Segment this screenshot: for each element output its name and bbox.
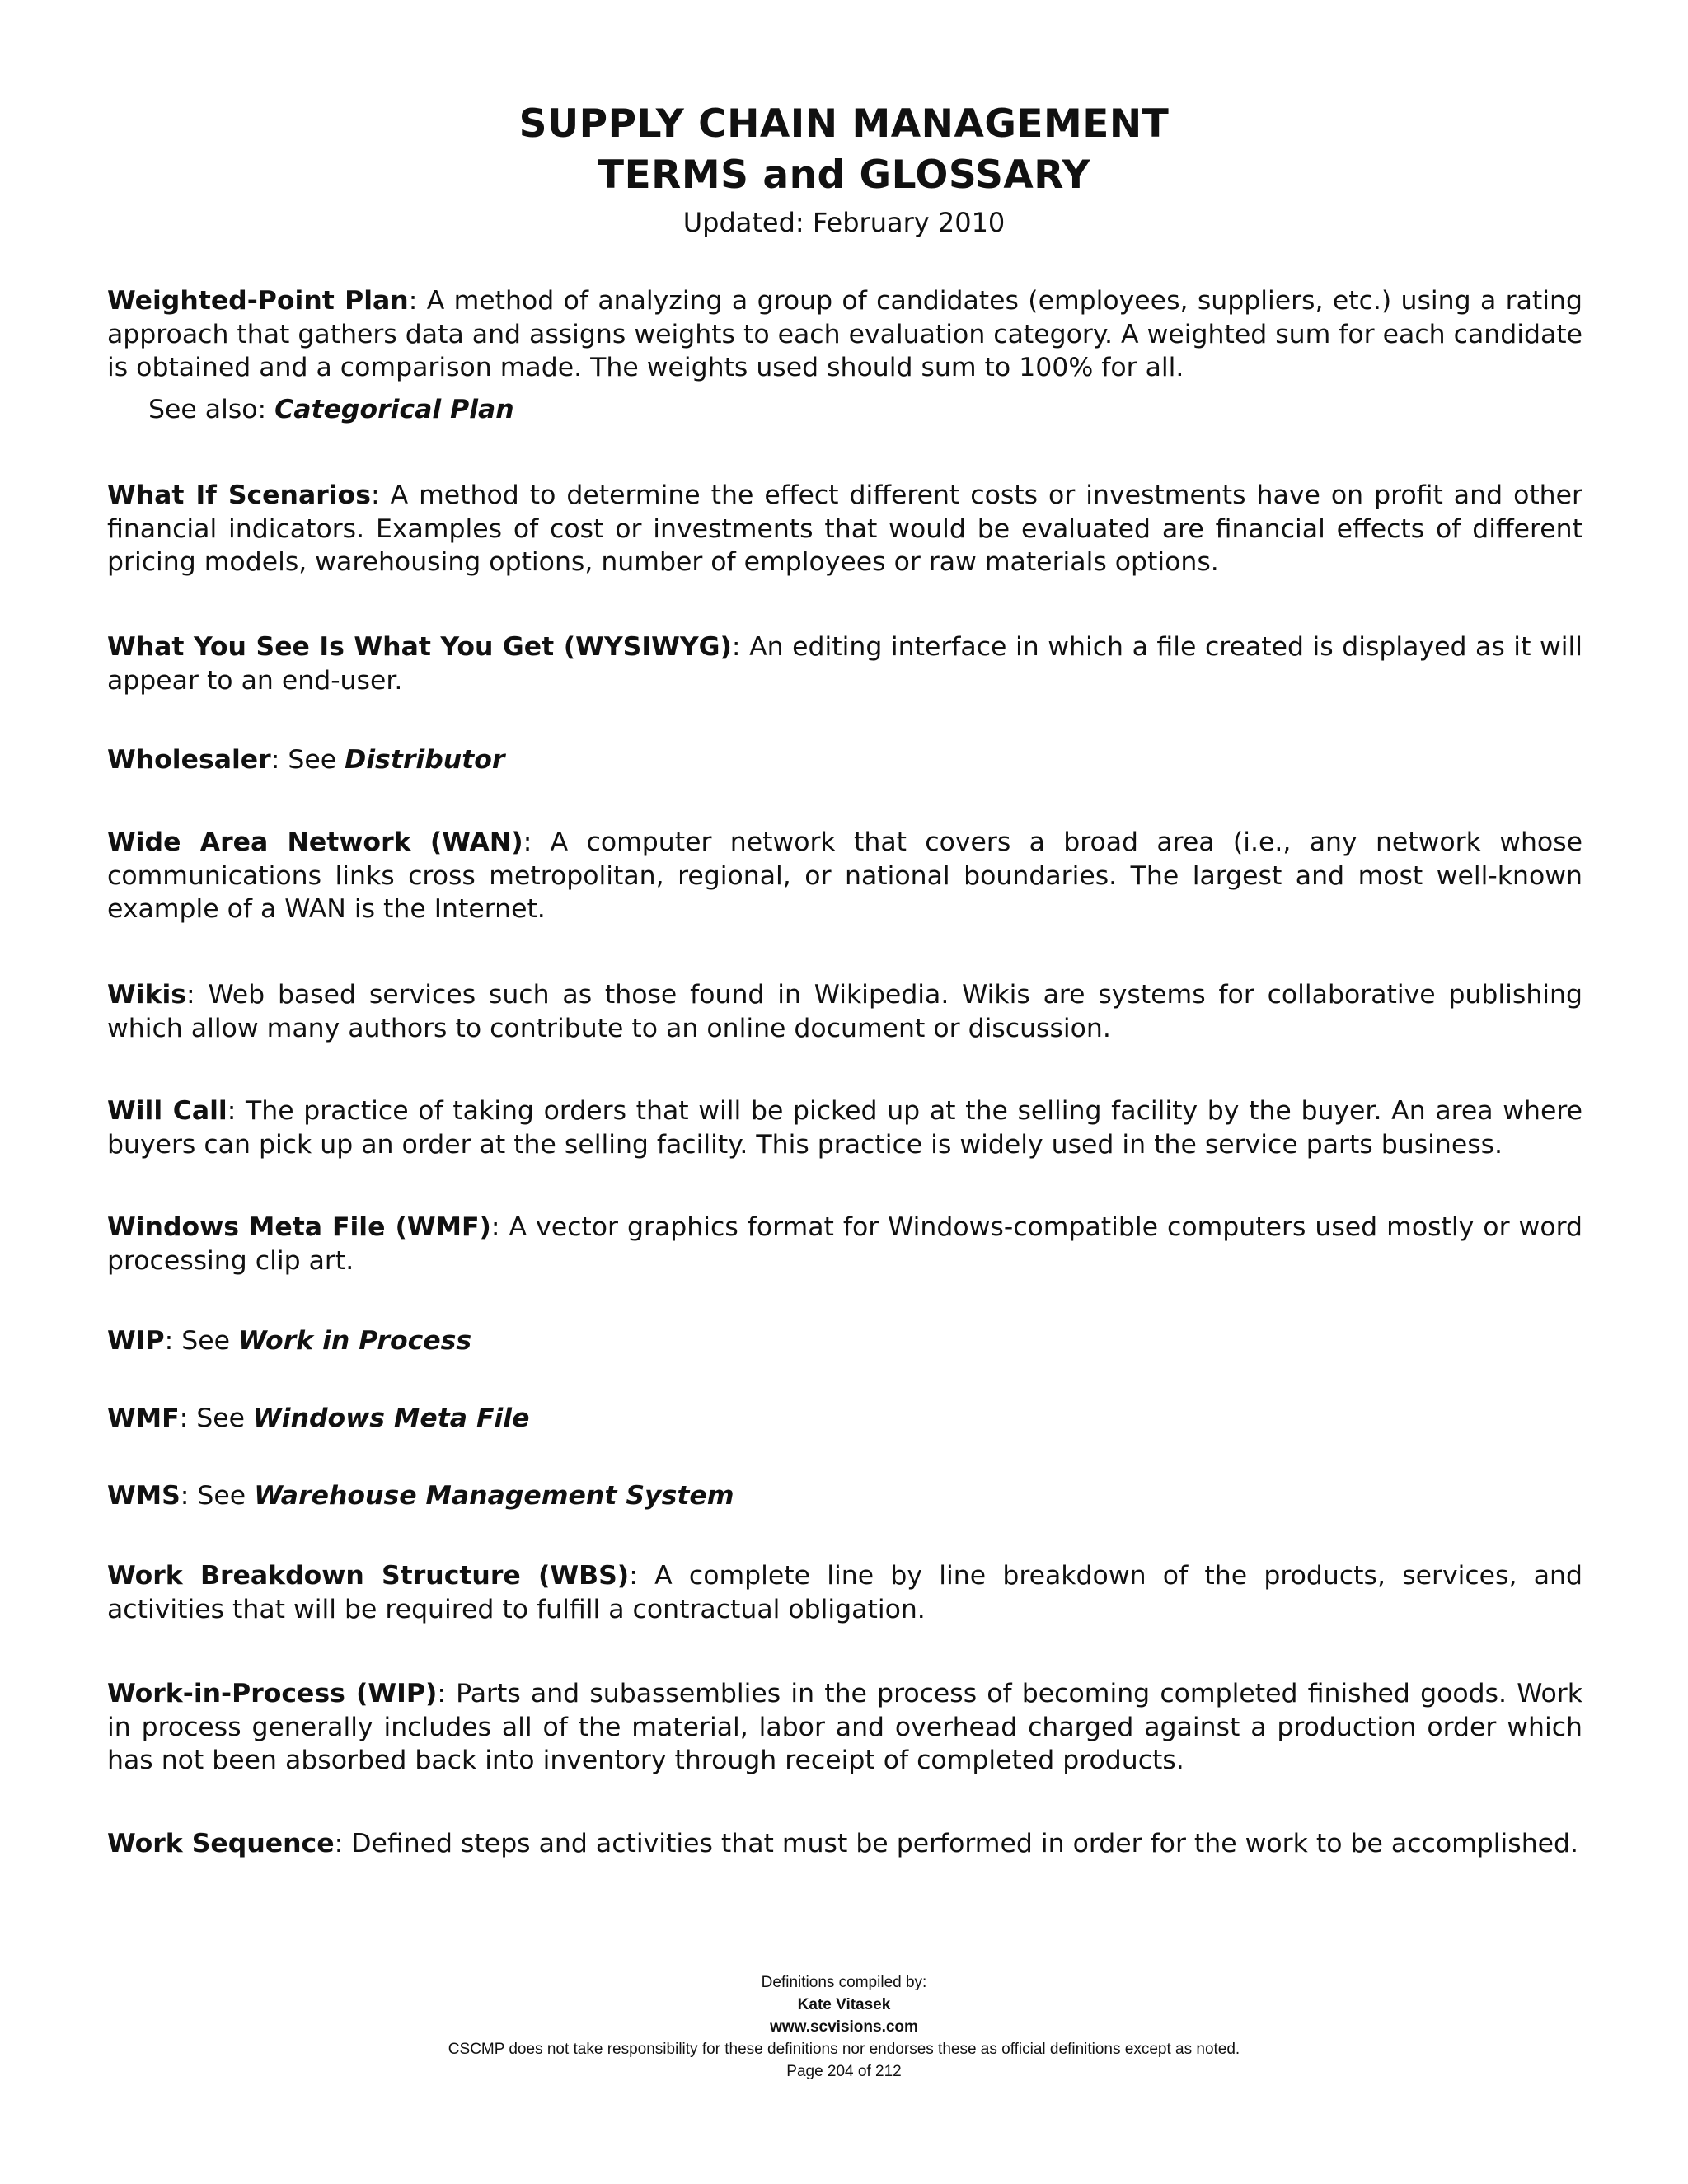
entry-term: Work Breakdown Structure (WBS)	[107, 1561, 630, 1591]
see-also-line	[148, 393, 1582, 427]
glossary-entry-wmf-definition	[107, 1211, 1582, 1277]
entry-term: Work-in-Process (WIP)	[107, 1679, 438, 1708]
entry-definition: Web based services such as those found in Wikipedia. Wikis are systems for collaborative publishing which allow many authors to contribute to an online document or discussion.	[107, 980, 1582, 1043]
entry-definition: A method of analyzing a group of candidates (employees, suppliers, etc.) using a rating approach that gathers data and assigns weights to each evaluation category. A weighted sum for each candidate is obtained and a comparison made. The weights used should sum to 100% for all.	[107, 286, 1582, 382]
entry-definition: See	[196, 1404, 254, 1433]
entry-term: Work Sequence	[107, 1829, 335, 1858]
entry-separator: :	[437, 1679, 457, 1708]
entry-definition: The practice of taking orders that will be picked up at the selling facility by the buyer. An area where buyers can pick up an order at the selling facility. This practice is widely used in the service parts business.	[107, 1096, 1582, 1160]
footer-disclaimer: CSCMP does not take responsibility for these definitions nor endorses these as official definitions except as noted.	[448, 2041, 1240, 2058]
footer-compiled-by: Definitions compiled by:	[761, 1974, 927, 1991]
entry-separator: :	[731, 632, 750, 662]
entry-separator: :	[186, 980, 209, 1010]
entry-separator: :	[523, 827, 551, 857]
entry-definition: See	[288, 745, 345, 775]
entry-separator: :	[490, 1212, 509, 1242]
entry-definition: A vector graphics format for Windows-compatible computers used mostly or word processing clip art.	[107, 1212, 1582, 1276]
glossary-entry-wysiwyg	[107, 630, 1582, 697]
see-also-reference: Categorical Plan	[274, 394, 514, 424]
entry-definition: See	[181, 1326, 238, 1356]
entry-term: Will Call	[107, 1096, 227, 1126]
entry-reference: Distributor	[345, 745, 505, 775]
entry-separator: :	[164, 1326, 182, 1356]
glossary-entry-what-if-scenarios	[107, 479, 1582, 579]
page-header	[0, 99, 1688, 241]
footer-page-number: Page 204 of 212	[786, 2063, 902, 2080]
glossary-entry-wbs	[107, 1559, 1582, 1626]
glossary-entry-wikis	[107, 978, 1582, 1045]
glossary-entry-will-call	[107, 1094, 1582, 1161]
entry-term: WIP	[107, 1326, 165, 1356]
entry-term: WMS	[107, 1481, 181, 1511]
entry-term: Wikis	[107, 980, 187, 1010]
entry-term: Wholesaler	[107, 745, 271, 775]
glossary-entry-wholesaler	[107, 743, 1582, 777]
entry-separator: :	[408, 286, 427, 316]
entry-separator: :	[629, 1561, 655, 1591]
glossary-entry-wan	[107, 826, 1582, 926]
glossary-entry-wms	[107, 1479, 1582, 1513]
entry-term: What If Scenarios	[107, 480, 371, 510]
entry-term: What You See Is What You Get (WYSIWYG)	[107, 632, 732, 662]
entry-separator: :	[334, 1829, 352, 1858]
glossary-entry-work-in-process	[107, 1677, 1582, 1778]
entry-definition: Defined steps and activities that must be performed in order for the work to be accomplished.	[351, 1829, 1579, 1858]
entry-term: Wide Area Network (WAN)	[107, 827, 523, 857]
entry-definition: See	[197, 1481, 255, 1511]
entry-separator: :	[227, 1096, 246, 1126]
glossary-entry-wmf	[107, 1402, 1582, 1436]
entry-separator: :	[180, 1481, 198, 1511]
entry-reference: Windows Meta File	[253, 1404, 530, 1433]
entry-reference: Work in Process	[237, 1326, 472, 1356]
page-footer	[0, 1971, 1688, 2083]
entry-separator: :	[370, 480, 391, 510]
entry-reference: Warehouse Management System	[254, 1481, 734, 1511]
entry-definition: A method to determine the effect different costs or investments have on profit and other financial indicators. Examples of cost or investments that would be evaluated are financial effects of different pricing models, warehousing options, number of employees or raw materials options.	[107, 480, 1582, 577]
glossary-entry-work-sequence	[107, 1827, 1582, 1861]
entry-separator: :	[270, 745, 288, 775]
page-title-line-2: TERMS and GLOSSARY	[598, 152, 1090, 198]
updated-date: Updated: February 2010	[682, 207, 1006, 238]
footer-author: Kate Vitasek	[797, 1996, 891, 2013]
entry-definition: A computer network that covers a broad area (i.e., any network whose communications links cross metropolitan, regional, or national boundaries. The largest and most well-known example of a WAN is the Internet.	[107, 827, 1582, 924]
page-title-line-1: SUPPLY CHAIN MANAGEMENT	[518, 101, 1170, 147]
see-also-label: See also:	[148, 394, 275, 424]
entry-separator: :	[179, 1404, 197, 1433]
glossary-entry-wip	[107, 1324, 1582, 1358]
entry-definition: Parts and subassemblies in the process of becoming completed finished goods. Work in process generally includes all of the material, labor and overhead charged against a production order which has not been absorbed back into inventory through receipt of completed products.	[107, 1679, 1582, 1775]
entry-term: Weighted-Point Plan	[107, 286, 409, 316]
entry-definition: A complete line by line breakdown of the products, services, and activities that will be required to fulfill a contractual obligation.	[107, 1561, 1582, 1624]
footer-website: www.scvisions.com	[770, 2018, 918, 2036]
entry-term: WMF	[107, 1404, 180, 1433]
entry-definition: An editing interface in which a file created is displayed as it will appear to an end-user.	[107, 632, 1582, 696]
glossary-entry-weighted-point-plan	[107, 284, 1582, 426]
entry-term: Windows Meta File (WMF)	[107, 1212, 491, 1242]
